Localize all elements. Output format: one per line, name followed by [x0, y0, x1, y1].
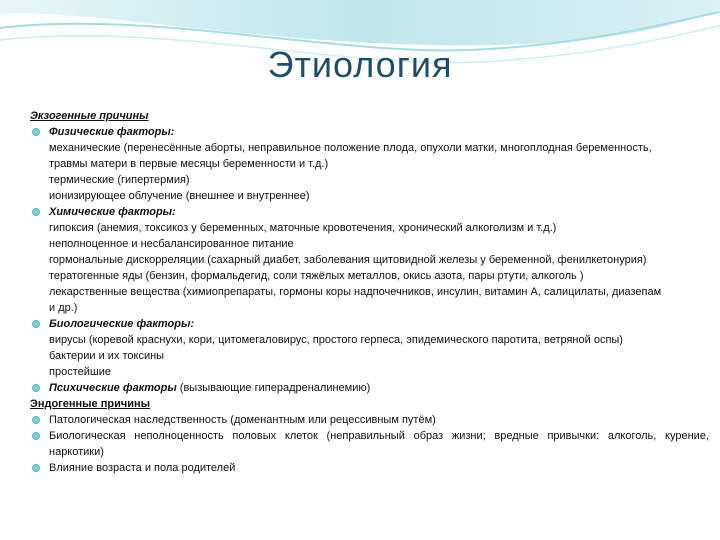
list-item: гормональные дискорреляции (сахарный диабет, заболевания щитовидной железы у беременной, фенилкетонурия): [49, 254, 647, 266]
slide-content: [30, 108, 720, 476]
physical-factors-label: Физические факторы:: [30, 124, 720, 140]
list-item: термические (гипертермия): [49, 174, 190, 186]
list-item: лекарственные вещества (химиопрепараты, гормоны коры надпочечников, инсулин, витамин А, салицилаты, диазепам и др.): [49, 286, 662, 314]
list-item: простейшие: [49, 366, 111, 378]
chemical-factors-label: Химические факторы:: [30, 204, 720, 220]
psychic-factors-item: [30, 380, 720, 396]
psychic-factors-label: Психические факторы: [49, 382, 177, 394]
list-item: Биологическая неполноценность половых клеток (неправильный образ жизни; вредные привычки: алкоголь, курение, наркотики): [30, 428, 709, 460]
list-item: Влияние возраста и пола родителей: [30, 460, 720, 476]
list-item: ионизирующее облучение (внешнее и внутреннее): [49, 190, 310, 202]
list-item: гипоксия (анемия, токсикоз у беременных, маточные кровотечения, хронический алкоголизм и т.д.): [49, 222, 557, 234]
list-item: вирусы (коревой краснухи, кори, цитомегаловирус, простого герпеса, эпидемического паротита, ветряной оспы): [49, 334, 623, 346]
list-item: бактерии и их токсины: [49, 350, 165, 362]
list-item: механические (перенесённые аборты, неправильное положение плода, опухоли матки, многоплодная беременность, травмы матери в первые месяцы беременности и т.д.): [49, 142, 652, 170]
list-item: неполноценное и несбалансированное питание: [49, 238, 294, 250]
page-title: Этиология: [267, 44, 453, 85]
list-item: Патологическая наследственность (доменантным или рецессивным путём): [30, 412, 720, 428]
biological-factors-label: Биологические факторы:: [30, 316, 720, 332]
exogenous-heading: Экзогенные причины: [30, 110, 149, 122]
psychic-factors-note: (вызывающие гиперадреналинемию): [176, 382, 371, 394]
endogenous-heading: Эндогенные причины: [30, 398, 151, 410]
list-item: тератогенные яды (бензин, формальдегид, соли тяжёлых металлов, окись азота, пары ртути, алкоголь ): [49, 270, 584, 282]
